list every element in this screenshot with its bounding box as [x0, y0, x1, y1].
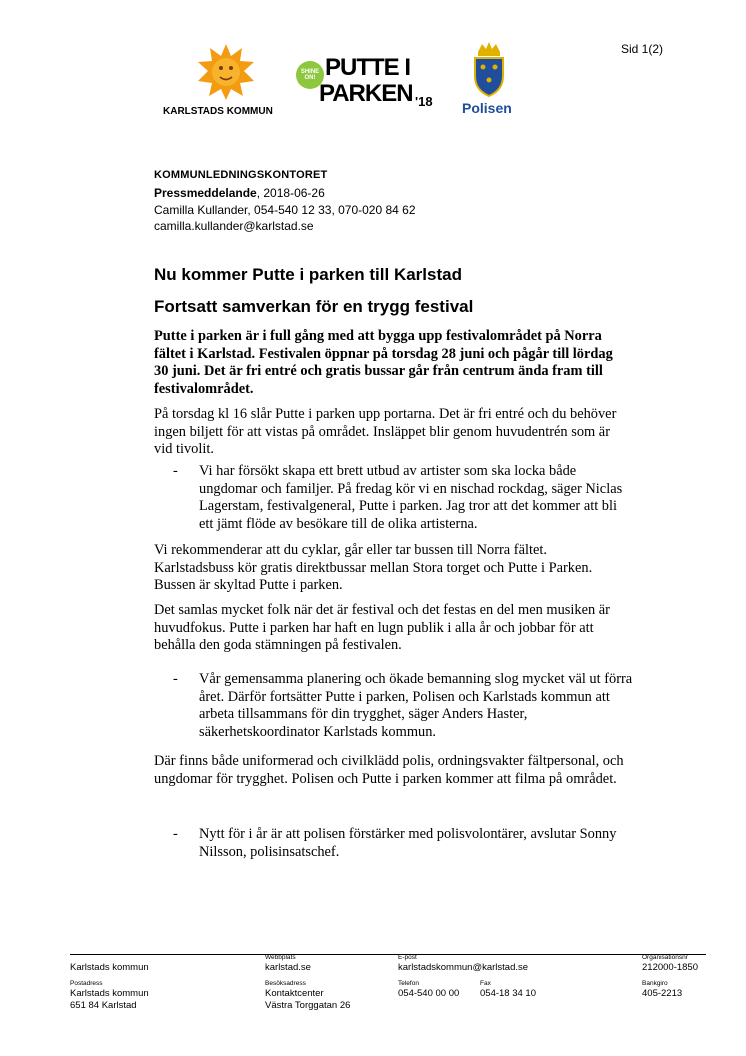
putte-logo-line1: PUTTE I [325, 54, 411, 81]
footer-fax [480, 980, 536, 1000]
press-release-date: , 2018-06-26 [256, 186, 325, 200]
footer-postal [70, 980, 149, 1011]
putte-logo-year: '18 [415, 94, 433, 109]
body-paragraph-2: Vi rekommenderar att du cyklar, går eller tar bussen till Norra fältet. Karlstadsbuss kör gratis direktbussar mellan Stora torget och Putte i Parken. Bussen är skyltad Putte i parken. [154, 542, 593, 593]
footer-bank-label: Bankgiro [642, 980, 668, 987]
footer-postal-line1: Karlstads kommun [70, 988, 149, 999]
contact-info: Camilla Kullander, 054-540 12 33, 070-020 84 62 [154, 203, 416, 217]
department-name: KOMMUNLEDNINGSKONTORET [154, 169, 328, 181]
putte-logo [295, 52, 440, 122]
footer-email [398, 954, 528, 974]
quote-dash: - [173, 463, 178, 479]
quote-dash: - [173, 671, 178, 687]
footer-postal-label: Postadress [70, 980, 103, 987]
footer-divider [70, 954, 706, 955]
press-release-line [154, 186, 325, 200]
footer-org [70, 962, 149, 974]
quote-3-text: Nytt för i år är att polisen förstärker med polisvolontärer, avslutar Sonny Nilsson, polisinsatschef. [199, 826, 617, 860]
quote-2-text: Vår gemensamma planering och ökade bemanning slog mycket väl ut förra året. Därför fortsätter Putte i parken, Polisen och Karlstads kommun att arbeta tillsammans för din trygghet, säger Anders Haster, säkerhetskoordinator Karlstads kommun. [199, 671, 633, 740]
footer-fax-value: 054-18 34 10 [480, 988, 536, 999]
footer-fax-label: Fax [480, 980, 491, 987]
page-number: Sid 1(2) [621, 42, 664, 56]
article-title: Nu kommer Putte i parken till Karlstad [154, 265, 462, 284]
footer-email-label: E-post [398, 954, 417, 961]
footer-phone-value: 054-540 00 00 [398, 988, 460, 999]
article-subtitle: Fortsatt samverkan för en trygg festival [154, 297, 474, 316]
putte-badge-text: SHINE ON! [300, 69, 320, 81]
footer-orgnr-value: 212000-1850 [642, 962, 698, 973]
contact-email: camilla.kullander@karlstad.se [154, 219, 314, 233]
footer-visit-line1: Kontaktcenter [265, 988, 324, 999]
polisen-logo [458, 40, 520, 120]
quote-1-text: Vi har försökt skapa ett brett utbud av artister som ska locka både ungdomar och familjer. På fredag kör vi en nischad rockdag, säger Niclas Lagerstam, festivalgeneral, Putte i parken. Jag tror att det kommer att bli ett jämt flöde av besökare till de olika artisterna. [199, 463, 623, 532]
body-paragraph-1: På torsdag kl 16 slår Putte i parken upp portarna. Det är fri entré och du behöver ingen biljett för att vistas på området. Insläppet blir genom huvudentrén som är vid tivolit. [154, 406, 617, 457]
footer-visit [265, 980, 350, 1011]
quote-1 [173, 463, 633, 533]
karlstad-logo-text: KARLSTADS KOMMUN [163, 106, 273, 117]
body-paragraph-4: Där finns både uniformerad och civilklädd polis, ordningsvakter fältpersonal, och ungdomar för trygghet. Polisen och Putte i parken kommer att filma på området. [154, 753, 624, 787]
quote-dash: - [173, 826, 178, 842]
footer-orgnr-label: Organisationsnr [642, 954, 688, 961]
police-crest-icon [458, 40, 520, 98]
body-paragraph-3: Det samlas mycket folk när det är festival och det festas en del men musiken är huvudfokus. Putte i parken har haft en lugn publik i alla år och jobbar för att behålla den goda stämningen på festivalen. [154, 602, 610, 653]
footer-phone [398, 980, 459, 1000]
press-release-label: Pressmeddelande [154, 186, 257, 200]
footer-email-value: karlstadskommun@karlstad.se [398, 962, 529, 973]
footer-postal-line2: 651 84 Karlstad [70, 999, 137, 1011]
footer-web-value: karlstad.se [265, 962, 311, 973]
polisen-logo-text: Polisen [462, 100, 512, 116]
putte-logo-line2: PARKEN [319, 80, 413, 107]
footer-web-label: Webbplats [265, 954, 296, 961]
footer-org-name: Karlstads kommun [70, 962, 149, 973]
footer-bank-value: 405-2213 [642, 988, 683, 999]
quote-2 [173, 671, 633, 741]
sun-icon [160, 42, 290, 106]
footer-orgnr [642, 954, 698, 974]
karlstad-logo [160, 42, 290, 122]
footer-bank [642, 980, 682, 1000]
footer-phone-label: Telefon [398, 980, 419, 987]
footer-visit-label: Besöksadress [265, 980, 306, 987]
quote-3 [173, 826, 633, 861]
footer-web [265, 954, 311, 974]
lead-paragraph: Putte i parken är i full gång med att bygga upp festivalområdet på Norra fältet i Karlstad. Festivalen öppnar på torsdag 28 juni och pågår till lördag 30 juni. Det är fri entré och gratis bussar går från centrum ända fram till festivalområdet. [154, 328, 613, 397]
footer-visit-line2: Västra Torggatan 26 [265, 999, 351, 1011]
